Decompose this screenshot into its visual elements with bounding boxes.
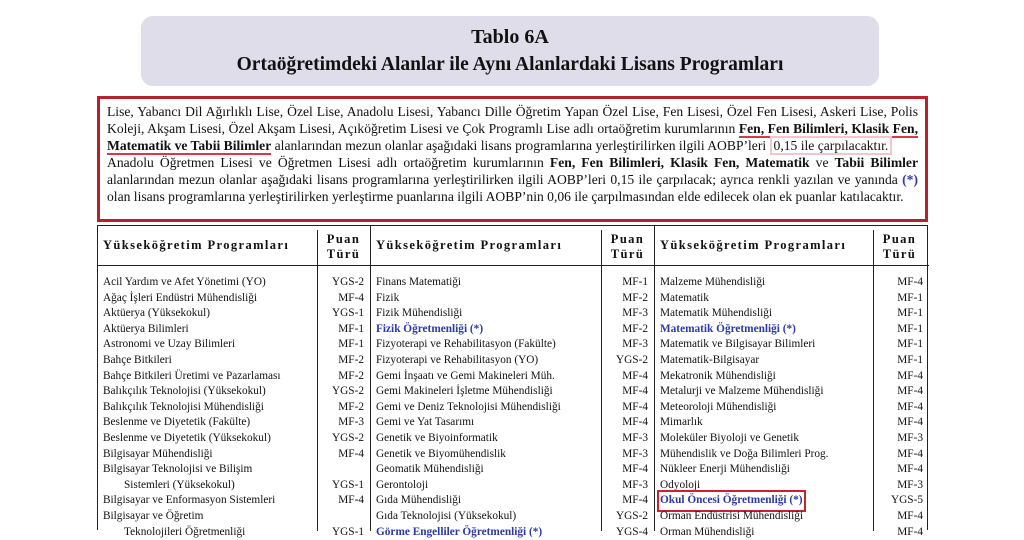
table-row — [371, 431, 654, 447]
score-type: MF-2 — [338, 400, 364, 416]
table-row — [655, 400, 929, 416]
table-row — [371, 291, 654, 307]
table-row — [655, 493, 929, 509]
table-row — [655, 306, 929, 322]
program-name: Görme Engelliler Öğretmenliği (*) — [376, 525, 542, 540]
header-score-type-line2: Türü — [874, 247, 925, 262]
score-type: MF-2 — [338, 353, 364, 369]
program-name: Moleküler Biyoloji ve Genetik — [660, 431, 799, 447]
table-row — [371, 462, 654, 478]
table-title-banner — [141, 16, 879, 86]
program-name: Beslenme ve Diyetetik (Fakülte) — [103, 415, 250, 431]
program-name: Acil Yardım ve Afet Yönetimi (YO) — [103, 275, 266, 291]
score-type: MF-4 — [622, 400, 648, 416]
score-type: MF-2 — [338, 369, 364, 385]
table-row — [98, 275, 370, 291]
program-name: Teknolojileri Öğretmenliği — [124, 525, 245, 540]
header-programs: Yükseköğretim Programları — [376, 238, 562, 253]
table-row — [655, 415, 929, 431]
program-name: Matematik ve Bilgisayar Bilimleri — [660, 337, 815, 353]
note-text: Anadolu Öğretmen Lisesi ve Öğretmen Lisesi adlı ortaöğretim kurumlarının — [107, 155, 550, 170]
table-row — [371, 337, 654, 353]
table-row — [98, 384, 370, 400]
score-type: YGS-5 — [891, 493, 923, 509]
table-row — [371, 509, 654, 525]
program-table — [97, 225, 928, 530]
header-score-type — [873, 230, 925, 266]
table-row — [371, 415, 654, 431]
rows-container — [655, 275, 929, 540]
program-name: Beslenme ve Diyetetik (Yüksekokul) — [103, 431, 271, 447]
program-name: Aktüerya Bilimleri — [103, 322, 189, 338]
score-type: YGS-1 — [332, 478, 364, 494]
table-row — [371, 478, 654, 494]
score-type: MF-1 — [338, 337, 364, 353]
column-header — [371, 226, 654, 266]
score-type: MF-1 — [897, 306, 923, 322]
table-row — [98, 337, 370, 353]
score-type: MF-1 — [897, 291, 923, 307]
table-row — [371, 400, 654, 416]
score-type: MF-4 — [622, 493, 648, 509]
score-type: MF-3 — [622, 431, 648, 447]
table-row — [98, 353, 370, 369]
score-type: YGS-2 — [332, 431, 364, 447]
table-row — [98, 322, 370, 338]
score-type: YGS-2 — [332, 275, 364, 291]
table-row — [655, 337, 929, 353]
table-row — [371, 447, 654, 463]
header-score-type-line1: Puan — [874, 232, 925, 247]
table-row — [655, 353, 929, 369]
program-name: Matematik Mühendisliği — [660, 306, 772, 322]
table-number: Tablo 6A — [141, 26, 879, 49]
table-row — [655, 509, 929, 525]
table-row — [371, 493, 654, 509]
program-name: Mimarlık — [660, 415, 703, 431]
table-row — [371, 369, 654, 385]
program-name: Bilgisayar Teknolojisi ve Bilişim — [103, 462, 252, 478]
table-row — [655, 447, 929, 463]
note-text: ve — [810, 155, 835, 170]
score-type: MF-2 — [622, 291, 648, 307]
table-column-1 — [98, 226, 371, 531]
score-type: MF-4 — [338, 291, 364, 307]
score-type: YGS-2 — [616, 509, 648, 525]
score-type: MF-4 — [622, 369, 648, 385]
score-type: MF-4 — [897, 400, 923, 416]
score-type: MF-4 — [897, 369, 923, 385]
table-row — [98, 493, 370, 509]
program-name: Mekatronik Mühendisliği — [660, 369, 776, 385]
program-name: Balıkçılık Teknolojisi Mühendisliği — [103, 400, 264, 416]
score-type: MF-1 — [897, 322, 923, 338]
table-row — [98, 462, 370, 478]
score-type: MF-4 — [897, 275, 923, 291]
header-score-type — [317, 230, 369, 266]
program-name: Bahçe Bitkileri — [103, 353, 172, 369]
score-type: YGS-2 — [332, 384, 364, 400]
table-row — [98, 478, 370, 494]
program-name: Gemi ve Yat Tasarımı — [376, 415, 474, 431]
table-row — [371, 525, 654, 540]
score-type: MF-2 — [622, 322, 648, 338]
header-score-type-line2: Türü — [318, 247, 369, 262]
program-name: Meteoroloji Mühendisliği — [660, 400, 776, 416]
program-name: Astronomi ve Uzay Bilimleri — [103, 337, 235, 353]
table-row — [655, 431, 929, 447]
score-type: MF-4 — [338, 493, 364, 509]
score-type: MF-4 — [622, 384, 648, 400]
note-text: alanlarından mezun olanlar aşağıdaki lisans programlarına yerleştirilirken ilgili AOBP’leri 0,15 ile çarpılacak; ayrıca renkli yazılan ve yanında — [107, 172, 902, 187]
table-row — [98, 509, 370, 525]
score-type: MF-1 — [338, 322, 364, 338]
score-type: MF-4 — [897, 525, 923, 540]
program-name: Matematik-Bilgisayar — [660, 353, 759, 369]
program-name: Nükleer Enerji Mühendisliği — [660, 462, 790, 478]
header-score-type — [601, 230, 653, 266]
program-name: Malzeme Mühendisliği — [660, 275, 765, 291]
column-header — [98, 226, 370, 266]
note-text: Lise, Yabancı Dil Ağırlıklı Lise, Özel Lise, Anadolu Lisesi, Yabancı Dille Öğretim Yapan Özel Lise, Fen Lisesi, Özel Fen Lisesi, Askeri Lise, Polis Koleji, Akşam Lisesi, Özel Akşam Lisesi, Açıköğretim Lisesi ve Çok Programlı Lise adlı ortaöğretim kurumlarının — [107, 104, 918, 136]
header-score-type-line2: Türü — [602, 247, 653, 262]
table-column-2 — [371, 226, 655, 531]
program-name: Gemi İnşaatı ve Gemi Makineleri Müh. — [376, 369, 555, 385]
table-row — [98, 369, 370, 385]
table-row — [98, 431, 370, 447]
program-name: Geomatik Mühendisliği — [376, 462, 484, 478]
table-row — [98, 400, 370, 416]
program-name: Gıda Teknolojisi (Yüksekokul) — [376, 509, 516, 525]
note-text: olan lisans programlarına yerleştirilirken yerleştirme puanlarına ilgili AOBP’nin 0,06 ile çarpılmasından elde edilecek olan ek puanlar katılacaktır. — [107, 189, 904, 204]
score-type: YGS-1 — [332, 306, 364, 322]
score-type: MF-3 — [622, 447, 648, 463]
program-name: Genetik ve Biyoinformatik — [376, 431, 498, 447]
program-name: Bilgisayar Mühendisliği — [103, 447, 213, 463]
note-coefficient-highlight: 0,15 ile çarpılacaktır. — [770, 136, 893, 155]
program-name: Genetik ve Biyomühendislik — [376, 447, 506, 463]
table-row — [655, 478, 929, 494]
table-row — [371, 275, 654, 291]
score-type: MF-4 — [897, 447, 923, 463]
note-paragraph-1 — [107, 103, 918, 154]
score-type: MF-4 — [897, 462, 923, 478]
note-star-marker: (*) — [902, 172, 918, 187]
table-row — [98, 306, 370, 322]
program-name: Odyoloji — [660, 478, 700, 494]
header-score-type-line1: Puan — [602, 232, 653, 247]
program-name: Fizik — [376, 291, 399, 307]
program-name: Bilgisayar ve Enformasyon Sistemleri — [103, 493, 275, 509]
score-type: MF-4 — [622, 462, 648, 478]
rows-container — [98, 275, 370, 540]
score-type: MF-4 — [897, 384, 923, 400]
program-name: Fizyoterapi ve Rehabilitasyon (Fakülte) — [376, 337, 556, 353]
table-row — [371, 384, 654, 400]
table-row — [655, 322, 929, 338]
program-name: Bahçe Bitkileri Üretimi ve Pazarlaması — [103, 369, 281, 385]
score-type: MF-4 — [897, 415, 923, 431]
note-text: alanlarından mezun olanlar aşağıdaki lisans programlarına yerleştirilirken ilgili AOBP’leri — [271, 138, 769, 153]
table-row — [655, 462, 929, 478]
table-row — [371, 353, 654, 369]
program-name: Matematik — [660, 291, 709, 307]
score-type: MF-4 — [338, 447, 364, 463]
note-fields-highlight: Fen, Fen Bilimleri, Klasik Fen, Matematik ve Tabii Bilimler — [107, 121, 918, 155]
table-row — [655, 291, 929, 307]
score-type: MF-1 — [897, 353, 923, 369]
header-score-type-line1: Puan — [318, 232, 369, 247]
table-row — [655, 525, 929, 540]
header-programs: Yükseköğretim Programları — [660, 238, 846, 253]
score-type: MF-1 — [622, 275, 648, 291]
score-type: MF-3 — [897, 431, 923, 447]
table-row — [655, 275, 929, 291]
score-type: MF-1 — [897, 337, 923, 353]
score-type: YGS-2 — [616, 353, 648, 369]
program-name: Ağaç İşleri Endüstri Mühendisliği — [103, 291, 257, 307]
program-name: Bilgisayar ve Öğretim — [103, 509, 203, 525]
score-type: YGS-1 — [332, 525, 364, 540]
note-paragraph-2 — [107, 154, 918, 205]
score-type: MF-3 — [622, 478, 648, 494]
table-row — [98, 525, 370, 540]
table-row — [98, 415, 370, 431]
note-fields-bold: Tabii Bilimler — [835, 155, 918, 170]
program-name: Fizik Öğretmenliği (*) — [376, 322, 483, 338]
score-type: MF-4 — [622, 415, 648, 431]
score-type: MF-3 — [897, 478, 923, 494]
rows-container — [371, 275, 654, 540]
program-name: Balıkçılık Teknolojisi (Yüksekokul) — [103, 384, 266, 400]
table-title: Ortaöğretimdeki Alanlar ile Aynı Alanlardaki Lisans Programları — [141, 54, 879, 76]
explanatory-note — [97, 96, 928, 222]
program-name: Sistemleri (Yüksekokul) — [124, 478, 235, 494]
note-fields-bold: Fen, Fen Bilimleri, Klasik Fen, Matematik — [550, 155, 810, 170]
program-name: Metalurji ve Malzeme Mühendisliği — [660, 384, 823, 400]
program-name: Orman Endüstrisi Mühendisliği — [660, 509, 803, 525]
table-row — [371, 306, 654, 322]
table-row — [98, 291, 370, 307]
program-name: Fizik Mühendisliği — [376, 306, 462, 322]
program-name: Gerontoloji — [376, 478, 428, 494]
header-programs: Yükseköğretim Programları — [103, 238, 289, 253]
score-type: MF-3 — [622, 306, 648, 322]
table-row — [98, 447, 370, 463]
column-header — [655, 226, 929, 266]
table-row — [371, 322, 654, 338]
score-type: MF-3 — [622, 337, 648, 353]
program-name: Gemi Makineleri İşletme Mühendisliği — [376, 384, 553, 400]
table-row — [655, 384, 929, 400]
program-name: Gıda Mühendisliği — [376, 493, 461, 509]
program-name: Orman Mühendisliği — [660, 525, 754, 540]
program-name: Okul Öncesi Öğretmenliği (*) — [660, 493, 803, 509]
program-name: Finans Matematiği — [376, 275, 461, 291]
program-name: Matematik Öğretmenliği (*) — [660, 322, 796, 338]
table-column-3 — [655, 226, 929, 531]
score-type: MF-4 — [897, 509, 923, 525]
program-name: Fizyoterapi ve Rehabilitasyon (YO) — [376, 353, 538, 369]
program-name: Gemi ve Deniz Teknolojisi Mühendisliği — [376, 400, 561, 416]
program-name: Aktüerya (Yüksekokul) — [103, 306, 210, 322]
program-name: Mühendislik ve Doğa Bilimleri Prog. — [660, 447, 829, 463]
score-type: YGS-4 — [616, 525, 648, 540]
score-type: MF-3 — [338, 415, 364, 431]
table-row — [655, 369, 929, 385]
